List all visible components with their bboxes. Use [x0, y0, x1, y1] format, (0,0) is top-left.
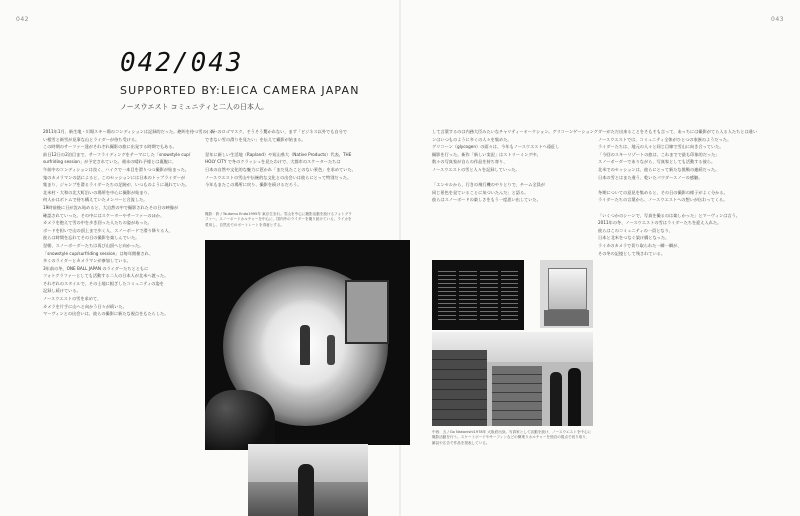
body-text-line: ノースウエストの雪と人々を記録していった。 [432, 166, 520, 172]
body-text-line: 確認されていった。その中にはスケーターやサーファーのほか、 [43, 212, 165, 218]
body-text-line: 同じ景色を見ていることに気づいたんだ」と語る。 [432, 189, 529, 195]
text-column-4 [598, 128, 758, 508]
body-text-line: 記録し続けている。 [43, 288, 81, 294]
body-text-line: この時期のサーファー達がそれぞれ撮影の旅に出発する時期でもある。 [43, 144, 177, 150]
photographer-caption-1 [205, 212, 355, 228]
body-text-line: ノースウエストの雪を求めて、 [43, 296, 102, 302]
body-text-line: 数々の写真家が自らの作品を持ち寄り、 [432, 159, 508, 165]
body-text-line: ライダーたちは、地元の人々と同じ目線で雪山に向き合っていた。 [598, 144, 724, 150]
caption-line: スノーボードカルチャーを中心に、国内外のライダーを撮り続けている。 [219, 217, 338, 222]
body-text-line: 北米でのセッションは、彼らにとって新たな挑戦の連続だった。 [598, 166, 720, 172]
body-text-line: 「snowstyle cup/surfriding session」は毎年開催され、 [43, 250, 154, 256]
body-text-line: ンはいつものように多くの人々を集めた。 [432, 136, 512, 142]
article-headline: 042/043 [120, 48, 244, 78]
body-text-line: 翌年に新しい生活地（Rapland）や短山県大（Native Products）代表。THE [205, 151, 352, 157]
shipping-port-photo [432, 332, 593, 426]
body-text-line: 19時前後に日が沈み始めると、大自然の中で撮影されたその日の映像が [43, 204, 179, 210]
body-text-line: 彼らは時間を忘れてその日の撮影を楽しんでいた。 [43, 235, 140, 241]
body-text-line: その冬の記憶として残されている。 [598, 250, 666, 256]
body-text-line [432, 174, 582, 182]
body-text-line: 日本の雪とはまた違う、乾いたパウダースノーの感触。 [598, 174, 703, 180]
body-text-line: 集まり、ジャンプを滑るライダーたちの足跡が、いつものように現れていた。 [43, 182, 190, 188]
body-text-line: 3年前の冬、ONE BALL JAPAN のライダーたちとともに [43, 265, 149, 271]
caption-line: 中西：五 / Go Nakanishi [432, 430, 474, 434]
body-text-line: 2011年の冬、ノースウエストの雪はライダーたちを迎え入れた。 [598, 220, 722, 226]
body-text-line: ダーがただ出来ることをそもそも言って、あっちには撮影がてら入る人たちとは違い [598, 129, 758, 134]
body-text-line: 何人かはボトムで待ち構えていたメンバーと合流した。 [43, 197, 148, 203]
text-column-1 [43, 128, 215, 512]
airport-scanner-photo [540, 260, 593, 328]
page-number-right: 043 [771, 16, 784, 23]
body-text-line: イカーのロゴマスク、そうそう驚かれない、まず「ビジネス以外でも自分で [205, 129, 347, 134]
caption-line: 撮影：鈴 / Tsutomu Endo [205, 212, 249, 216]
photographer-caption-2 [432, 430, 592, 446]
supported-by-line: SUPPORTED BY:LEICA CAMERA JAPAN [120, 84, 360, 97]
caption-line: 撮影活動を行う。スケートボードやサーフィンなどの横乗りカルチャーを [432, 435, 551, 440]
body-text-line: 「エンセルから、行きの飛行機のやりとりで、チーム全員が [432, 182, 545, 188]
body-text-line: グリコーン（glycogen）の面々は、今年もノースウエストへ遠征し [432, 144, 560, 150]
body-text-line: 2011年1月、新生地・川場スキー場のコンディションは記録的だった。絶叫を待つ雪の、深 [43, 129, 215, 134]
body-text-line: 「いくつかのシーンで、写真を撮るのは楽しかった」とマーヴィンは言う。 [598, 212, 740, 218]
body-text-line: それぞれのスタイルで、その土地に根ざしたコミュニティの姿を [43, 280, 164, 286]
body-text-line: ライカのカメラで切り取られた一瞬一瞬が、 [598, 242, 682, 248]
caption-line: 独自の視点で切り取り、雑誌や広告で作品を発表している。 [432, 435, 590, 445]
body-text-line: 日本の自然や文化的な魅力に惹かれ「まだ見たことのない景色」を求めていた。 [205, 166, 356, 172]
field-portrait-photo [248, 444, 368, 516]
body-text-line [598, 181, 758, 189]
body-text-line: ノースウエストの雪山や伝統的な文化との出会いは彼らにとって特別だった。 [205, 174, 352, 180]
body-text-line: 彼らはこのコミュニティの一員となり、 [598, 227, 673, 233]
body-text-line: 多くのライダーとカメラマンが参加している。 [43, 258, 131, 264]
caption-line: ライカを愛用し、自然光でのポートレートを得意とする。 [205, 217, 352, 227]
caption-line: 1978年 大阪府出身。写真家として活動を続け、ノースウエストを中心に [473, 430, 592, 434]
body-text-line: 鬼のカメラマンの話によると、このセッションには日本のトップライダーが [43, 174, 186, 180]
body-text-line: して言葉するのは内務大臣みたいなチャリティーオークション。グリコーンゲーショング [432, 129, 598, 134]
body-text-line [598, 204, 758, 212]
page-number-left: 042 [16, 16, 29, 23]
body-text-line: 北米村・大和の北大町沿いの場所を中心に撮影が始まり、 [43, 189, 152, 195]
body-text-line: ボードを担いで山の頂上まで歩く人、スノーボードで滑り降りる人、 [43, 227, 173, 233]
body-text-line: ノースウエストでは、コミュニティ全体がひとつの家族のようだった。 [598, 136, 732, 142]
body-text-line: カメラを片手に山へと向かう日々が続いた。 [43, 303, 127, 309]
text-column-2 [205, 128, 356, 208]
body-text-line: スノーボーダーでありながら、写真家としても活動する彼ら。 [598, 159, 716, 165]
caption-line: 1995年 東京生まれ。雪山を中心に撮影活動を続けるフォトグラファー。 [205, 212, 352, 222]
body-text-line: 冬期についての意見を集めると、その日の撮影の様子がよく分かる。 [598, 189, 728, 195]
body-text-line: い根雪と新雪が見事な山とライダーが待ち受ける。 [43, 136, 140, 142]
body-text-line: HOLY CITY で冬のクラッシュを見たわけで、大都市のスケーターたちは [205, 159, 341, 165]
body-text-line: 彼らはスノーボードの楽しさをもう一度思い出していた。 [432, 197, 541, 203]
body-text-line: 「今回のスキーリゾートの旅は、これまでで最も印象的だった」 [598, 151, 720, 157]
body-text-line: フォトグラファーとしても活動する二人の日本人が北米へ渡った。 [43, 273, 169, 279]
departure-board-photo [432, 260, 524, 330]
body-text-line: 今年もまたこの場所に戻り、撮影を続けるだろう。 [205, 182, 302, 188]
body-text-line: 翌朝、スノーボーダーたちは再び山頂へと向かった。 [43, 242, 144, 248]
body-text-line: surfriding session」が予定されていた。週末の晴れ予報とは裏腹に、 [43, 159, 177, 165]
body-text-line: 撮影を行った。新作「新しい実況」はストリーミング中。 [432, 151, 541, 157]
body-text-line: マーヴィンとの出会いは、彼らの撮影に新たな視点をもたらした。 [43, 311, 169, 317]
body-text-line: 前日12日の2泊目まで、サーフライディングをテーマにした「snowstyle cup/ [43, 151, 191, 157]
body-text-line: できない雪の滑りを見たい」を伝えて撮影が始まる。 [205, 136, 306, 142]
text-column-3 [432, 128, 598, 208]
body-text-line [205, 143, 347, 151]
body-text-line: 午前中のコンディションは良く、ハイクで一本目を滑りつつ撮影が始まった。 [43, 166, 189, 172]
body-text-line: ライダーたちの言葉から、ノースウエストへの想いが伝わってくる。 [598, 197, 728, 203]
body-text-line: カメラを抱えて雪の中を歩き回った人たちの姿があった。 [43, 220, 152, 226]
body-text-line: 日本と北米をつなぐ架け橋となった。 [598, 235, 670, 241]
fisheye-room-photo [205, 240, 410, 445]
article-subtitle: ノースウエスト コミュニティと二人の日本人。 [120, 103, 268, 111]
